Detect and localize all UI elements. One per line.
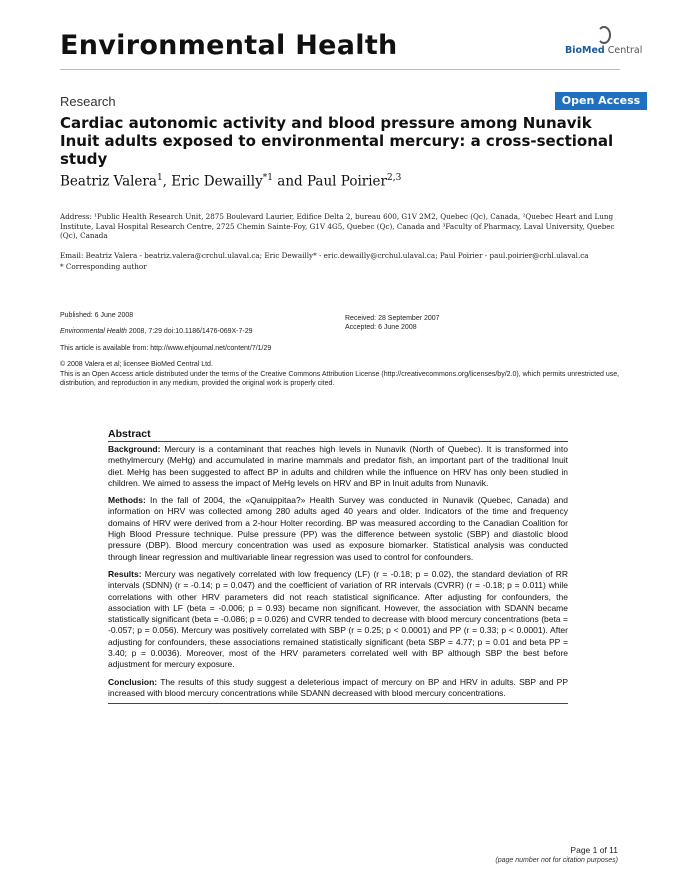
abstract-section-text: Mercury was negatively correlated with low frequency (LF) (r = -0.18; p = 0.02), the standard deviation of RR intervals (SDNN) (r = -0.14; p = 0.047) and the coefficient of variation of RR intervals (CVRR) (r = -0.18; p = 0.011) while correlations with other HRV parameters did not reach statistical significance. After adjusting for confounders, the association with LF (beta = -0.006; p = 0.93) became non significant. However, the association with SDANN became statistically significant (beta = -0.086; p = 0.026) and CVRR tended to decrease with blood mercury concentrations (beta = -0.057; p = 0.056). Mercury was positively correlated with SBP (r = 0.25; p < 0.0001) and PP (r = 0.33; p < 0.0001). After adjusting for confounders, these associations remained statistically significant (beta SBP = 4.77; p = 0.01 and beta PP = 3.40; p = 0.0036). Moreover, most of the HRV parameters correlated well with BP although SBP the best before adjustment for mercury exposure. — [108, 568, 568, 670]
abstract-section-results — [108, 569, 568, 671]
abstract-section-conclusion — [108, 677, 568, 700]
abstract-box — [108, 428, 568, 704]
logo-text — [565, 45, 642, 56]
corresponding-author-note: * Corresponding author — [60, 262, 147, 271]
abstract-section-label: Background: — [108, 444, 161, 454]
abstract-section-text: In the fall of 2004, the «Qanuippitaa?» Health Survey was conducted in Nunavik (Quebec, Canada) and information on HRV was collected among 280 adults aged 40 years and older. Indicators of the time and frequency domains of HRV were derived from a 2-hour Holter recording. BP was measured according to the Canadian Coalition for High Blood Pressure technique. Pulse pressure (PP) was the difference between systolic (SBP) and diastolic blood pressure (DBP). Blood mercury concentration was used as exposure biomarker. Statistical analysis was conducted through linear regression and multivariable linear regression was used to control for confounders. — [108, 495, 568, 562]
abstract-section-text: The results of this study suggest a deleterious impact of mercury on BP and HRV in adults. SBP and PP increased with blood mercury concentrations while SDANN decreased with blood mercury concentrations. — [108, 676, 568, 698]
abstract-heading: Abstract — [108, 428, 151, 440]
author-affiliation: *1 — [262, 173, 273, 183]
page-number: Page 1 of 11 — [570, 845, 618, 855]
journal-title: Environmental Health — [60, 30, 398, 61]
abstract-section-text: Mercury is a contaminant that reaches high levels in Nunavik (North of Quebec). It is transformed into methylmercury (MeHg) and accumulated in marine mammals and predator fish, an important part of the traditional Inuit diet. MeHg has been suggested to affect BP in adults and children while the influence on HRV has only been studied in children. We aimed to assess the impact of MeHg levels on HRV and BP in Inuit adults from Nunavik. — [108, 444, 568, 488]
abstract-bottom-rule — [108, 703, 568, 704]
abstract-section-label: Results: — [108, 568, 142, 579]
logo-text-biomed: BioMed — [565, 45, 605, 56]
accepted-date: Accepted: 6 June 2008 — [345, 324, 417, 331]
abstract-section-background — [108, 444, 568, 489]
citation-details: 2008, 7:29 doi:10.1186/1476-069X-7-29 — [126, 328, 253, 335]
license-text: This is an Open Access article distributed under the terms of the Creative Commons Attribution License (http://creativecommons.org/licenses/by/2.0), which permits unrestricted use, distribution, and reproduction in any medium, provided the original work is properly cited. — [60, 371, 620, 387]
citation — [60, 327, 253, 336]
logo-text-central: Central — [604, 45, 643, 56]
abstract-top-rule — [108, 441, 568, 442]
author-name[interactable]: Eric Dewailly — [171, 173, 263, 190]
copyright-notice: © 2008 Valera et al; licensee BioMed Central Ltd. — [60, 361, 213, 368]
affiliation-address: Address: ¹Public Health Research Unit, 2875 Boulevard Laurier, Edifice Delta 2, bureau 600, G1V 2M2, Quebec (Qc), Canada, ²Quebec Heart and Lung Institute, Laval Hospital Research Centre, 2725 Chemin Sainte-Foy, G1V 4G5, Quebec (Qc), Canada and ³Faculty of Pharmacy, Laval University, Quebec (Qc), Canada — [60, 212, 615, 241]
received-date: Received: 28 September 2007 — [345, 315, 440, 322]
abstract-section-methods — [108, 495, 568, 563]
author-separator: , — [162, 173, 172, 190]
abstract-section-label: Methods: — [108, 495, 146, 506]
author-list — [60, 173, 401, 190]
open-access-badge: Open Access — [555, 92, 647, 110]
publisher-logo — [565, 26, 645, 62]
article-type: Research — [60, 94, 116, 109]
author-separator: and — [272, 173, 307, 190]
author-affiliation: 1 — [156, 173, 163, 183]
article-title: Cardiac autonomic activity and blood pressure among Nunavik Inuit adults exposed to environmental mercury: a cross-sectional study — [60, 114, 614, 168]
author-emails[interactable]: Email: Beatriz Valera - beatriz.valera@crchul.ulaval.ca; Eric Dewailly* - eric.dewailly@crchul.ulaval.ca; Paul Poirier - paul.poirier@crhl.ulaval.ca — [60, 251, 589, 260]
article-url[interactable]: This article is available from: http://www.ehjournal.net/content/7/1/29 — [60, 345, 272, 352]
logo-arc-icon — [597, 26, 611, 44]
author-affiliation: 2,3 — [386, 173, 402, 183]
page-number-note: (page number not for citation purposes) — [495, 857, 618, 864]
author-name[interactable]: Paul Poirier — [306, 173, 387, 190]
author-name[interactable]: Beatriz Valera — [60, 173, 157, 190]
header-divider — [60, 69, 620, 70]
citation-journal: Environmental Health — [60, 328, 127, 335]
published-date: Published: 6 June 2008 — [60, 312, 134, 319]
abstract-section-label: Conclusion: — [108, 676, 158, 687]
